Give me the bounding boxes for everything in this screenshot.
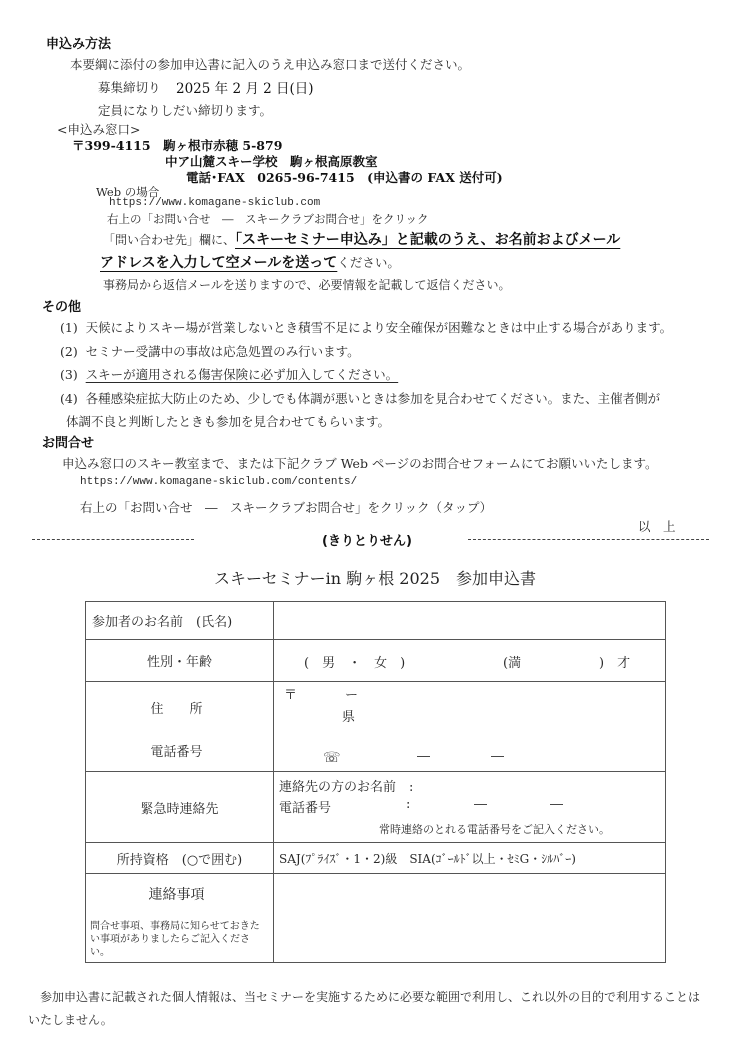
item-text: 各種感染症拡大防止のため、少しでも体調が悪いときは参加を見合わせてください。また、主催者側が [85, 391, 661, 406]
form-row-qualification [86, 843, 666, 874]
other-item-3 [60, 365, 398, 383]
web-instruction: 右上の「お問い合せ ― スキークラブお問合せ」をクリック [107, 212, 429, 226]
phone-dash-2: ― [491, 749, 504, 764]
form-row-emergency [86, 772, 666, 843]
privacy-note: 参加申込書に記載された個人情報は、当セミナーを実施するために必要な範囲で利用し、これ以外の目的で利用することはいたしません。 [28, 990, 701, 1027]
other-heading: その他 [42, 300, 82, 315]
cut-line-left [32, 539, 194, 540]
form-row-name [86, 602, 666, 640]
web-url[interactable]: https://www.komagane-skiclub.com [109, 197, 321, 209]
qualification-label: 所持資格 (○で囲む) [86, 843, 274, 874]
qualification-options[interactable]: SAJ(ﾌﾟﾗｲｽﾞ・1・2)級 SIA(ｺﾞｰﾙﾄﾞ以上・ｾﾐG・ｼﾙﾊﾞｰ) [274, 843, 666, 874]
deadline-note: 定員になりしだい締切ります。 [98, 103, 273, 118]
application-form-table [85, 601, 666, 963]
notes-hint: 問合せ事項、事務局に知らせておきたい事項がありましたらご記入ください。 [90, 921, 260, 958]
inquiry-field-prefix: 「問い合わせ先」欄に、 [103, 233, 236, 247]
form-title: スキーセミナーin 駒ヶ根 2025 参加申込書 [214, 569, 536, 588]
name-input-cell[interactable] [274, 602, 666, 640]
form-row-gender-age [86, 640, 666, 682]
item-text: 天候によりスキー場が営業しないとき積雪不足により安全確保が困難なときは中止する場合があります。 [85, 320, 673, 335]
address-phone-label-cell [86, 682, 274, 772]
prefecture-label: 県 [342, 710, 356, 725]
gender-age-label: 性別・年齢 [86, 640, 274, 682]
inquiry-instruction-line2 [100, 252, 400, 272]
item-number: (3) [60, 367, 78, 382]
form-row-address-phone [86, 682, 666, 772]
postal-mark: 〒 [284, 688, 298, 703]
notes-label-cell [86, 874, 274, 963]
other-item-1 [60, 318, 672, 336]
age-prefix: (満 [503, 656, 522, 671]
notes-input-cell[interactable] [274, 874, 666, 963]
item-number: (4) [60, 391, 78, 406]
inquiry-field-suffix: ください。 [337, 255, 400, 270]
phone-label: 電話番号 [150, 745, 203, 760]
emergency-input-cell[interactable] [274, 772, 666, 843]
notes-label: 連絡事項 [148, 887, 205, 903]
deadline-value: 2025 年 2 月 2 日(日) [176, 81, 314, 97]
cut-line-right [468, 539, 709, 540]
emergency-name-label: 連絡先の方のお名前 : [279, 780, 414, 795]
inquiry-instruction-line1 [103, 229, 620, 249]
address-label: 住 所 [150, 702, 203, 717]
item-text: セミナー受講中の事故は応急処置のみ行います。 [85, 344, 360, 359]
contact-instruction: 右上の「お問い合せ ― スキークラブお問合せ」をクリック（タップ） [80, 500, 493, 515]
gender-age-input-cell[interactable] [274, 640, 666, 682]
inquiry-emphasis-2: アドレスを入力して空メールを送って [100, 255, 338, 271]
contact-url[interactable]: https://www.komagane-skiclub.com/contents/ [80, 476, 358, 488]
address-phone-input-cell[interactable] [274, 682, 666, 772]
application-method-heading: 申込み方法 [46, 37, 112, 52]
postal-address: 〒399-4115 駒ヶ根市赤穂 5-879 [72, 138, 283, 153]
contact-heading: お問合せ [42, 436, 95, 451]
web-label: Web の場合 [96, 185, 160, 199]
application-intro: 本要綱に添付の参加申込書に記入のうえ申込み窓口まで送付ください。 [70, 57, 471, 72]
emergency-phone-dash-1: ― [474, 797, 487, 812]
deadline-label: 募集締切り [98, 80, 161, 95]
item-number: (1) [60, 320, 78, 335]
phone-fax: 電話･FAX 0265-96-7415 (申込書の FAX 送付可) [186, 170, 503, 185]
other-item-4-continuation: 体調不良と判断したときも参加を見合わせてもらいます。 [66, 414, 391, 429]
form-row-notes [86, 874, 666, 963]
phone-icon: ☏ [323, 750, 341, 766]
school-name: 中ア山麓スキー学校 駒ヶ根高原教室 [165, 154, 378, 169]
name-label: 参加者のお名前 (氏名) [86, 602, 274, 640]
postal-dash: ー [345, 688, 359, 703]
gender-options[interactable]: ( 男 ・ 女 ) [304, 656, 406, 671]
closing-text: 以 上 [638, 519, 676, 534]
application-window-label: <申込み窓口> [57, 122, 141, 137]
contact-text: 申込み窓口のスキー教室まで、または下記クラブ Web ページのお問合せフォームにてお願いいたします。 [62, 456, 658, 471]
item-text: スキーが適用される傷害保険に必ず加入してください。 [85, 367, 399, 382]
reply-note: 事務局から返信メールを送りますので、必要情報を記載して返信ください。 [103, 278, 511, 292]
age-suffix: ) 才 [599, 656, 631, 671]
phone-dash-1: ― [417, 749, 430, 764]
emergency-phone-label: 電話番号 [279, 801, 332, 816]
item-number: (2) [60, 344, 78, 359]
cut-line-label: (きりとりせん) [322, 534, 412, 549]
emergency-phone-colon: : [406, 797, 411, 812]
emergency-phone-dash-2: ― [550, 797, 563, 812]
inquiry-emphasis-1: 「スキーセミナー申込み」と記載のうえ、お名前およびメール [235, 232, 621, 248]
emergency-note: 常時連絡のとれる電話番号をご記入ください。 [379, 823, 610, 836]
emergency-label: 緊急時連絡先 [86, 772, 274, 843]
other-item-2 [60, 342, 360, 360]
other-item-4 [60, 389, 660, 407]
